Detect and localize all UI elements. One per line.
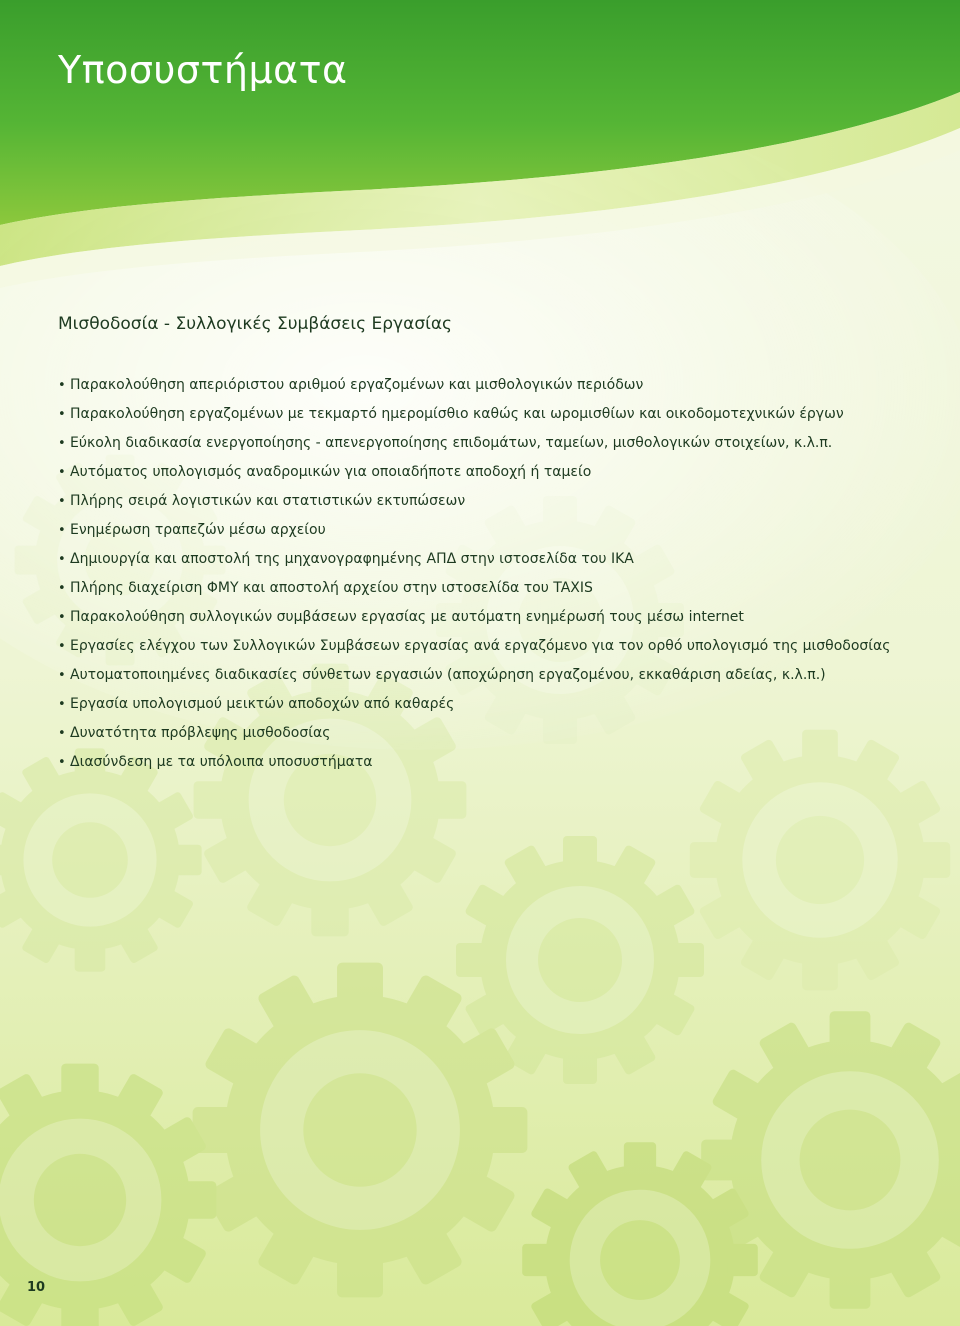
bullet: • bbox=[58, 697, 66, 712]
bullet: • bbox=[58, 552, 66, 567]
bullet: • bbox=[58, 407, 66, 422]
feature-item bbox=[58, 719, 938, 748]
feature-text: Αυτοματοποιημένες διαδικασίες σύνθετων εργασιών (αποχώρηση εργαζομένου, εκκαθάριση αδείας, κ.λ.π.) bbox=[70, 667, 826, 683]
bullet: • bbox=[58, 639, 66, 654]
bullet: • bbox=[58, 668, 66, 683]
feature-item bbox=[58, 632, 938, 661]
feature-text: Αυτόματος υπολογισμός αναδρομικών για οποιαδήποτε αποδοχή ή ταμείο bbox=[70, 464, 592, 480]
feature-item bbox=[58, 516, 938, 545]
feature-text: Εργασία υπολογισμού μεικτών αποδοχών από καθαρές bbox=[70, 696, 455, 712]
feature-item bbox=[58, 545, 938, 574]
bullet: • bbox=[58, 726, 66, 741]
bullet: • bbox=[58, 465, 66, 480]
feature-text: Πλήρης σειρά λογιστικών και στατιστικών εκτυπώσεων bbox=[70, 493, 466, 509]
feature-item bbox=[58, 603, 938, 632]
feature-text: Εργασίες ελέγχου των Συλλογικών Συμβάσεων εργασίας ανά εργαζόμενο για τον ορθό υπολογισμό της μισθοδοσίας bbox=[70, 638, 891, 654]
feature-item bbox=[58, 690, 938, 719]
bullet: • bbox=[58, 523, 66, 538]
section-title: Μισθοδοσία - Συλλογικές Συμβάσεις Εργασίας bbox=[58, 314, 453, 334]
feature-item bbox=[58, 748, 938, 777]
bullet: • bbox=[58, 494, 66, 509]
feature-list bbox=[58, 371, 938, 777]
feature-item bbox=[58, 400, 938, 429]
bullet: • bbox=[58, 436, 66, 451]
feature-item bbox=[58, 429, 938, 458]
feature-text: Δυνατότητα πρόβλεψης μισθοδοσίας bbox=[70, 725, 331, 741]
bullet: • bbox=[58, 755, 66, 770]
feature-text: Δημιουργία και αποστολή της μηχανογραφημένης ΑΠΔ στην ιστοσελίδα του ΙΚΑ bbox=[70, 551, 634, 567]
feature-text: Ενημέρωση τραπεζών μέσω αρχείου bbox=[70, 522, 326, 538]
page-title: Υποσυστήματα bbox=[58, 48, 348, 92]
feature-text: Πλήρης διαχείριση ΦΜΥ και αποστολή αρχείου στην ιστοσελίδα του TAXIS bbox=[70, 580, 593, 596]
feature-item bbox=[58, 487, 938, 516]
feature-item bbox=[58, 458, 938, 487]
feature-item bbox=[58, 371, 938, 400]
feature-item bbox=[58, 661, 938, 690]
feature-text: Παρακολούθηση εργαζομένων με τεκμαρτό ημερομίσθιο καθώς και ωρομισθίων και οικοδομοτεχνικών έργων bbox=[70, 406, 844, 422]
bullet: • bbox=[58, 581, 66, 596]
bullet: • bbox=[58, 610, 66, 625]
feature-text: Διασύνδεση με τα υπόλοιπα υποσυστήματα bbox=[70, 754, 373, 770]
feature-item bbox=[58, 574, 938, 603]
page-number: 10 bbox=[27, 1280, 46, 1295]
feature-text: Παρακολούθηση απεριόριστου αριθμού εργαζομένων και μισθολογικών περιόδων bbox=[70, 377, 644, 393]
feature-text: Παρακολούθηση συλλογικών συμβάσεων εργασίας με αυτόματη ενημέρωσή τους μέσω internet bbox=[70, 609, 744, 625]
feature-text: Εύκολη διαδικασία ενεργοποίησης - απενεργοποίησης επιδομάτων, ταμείων, μισθολογικών στοιχείων, κ.λ.π. bbox=[70, 435, 833, 451]
bullet: • bbox=[58, 378, 66, 393]
